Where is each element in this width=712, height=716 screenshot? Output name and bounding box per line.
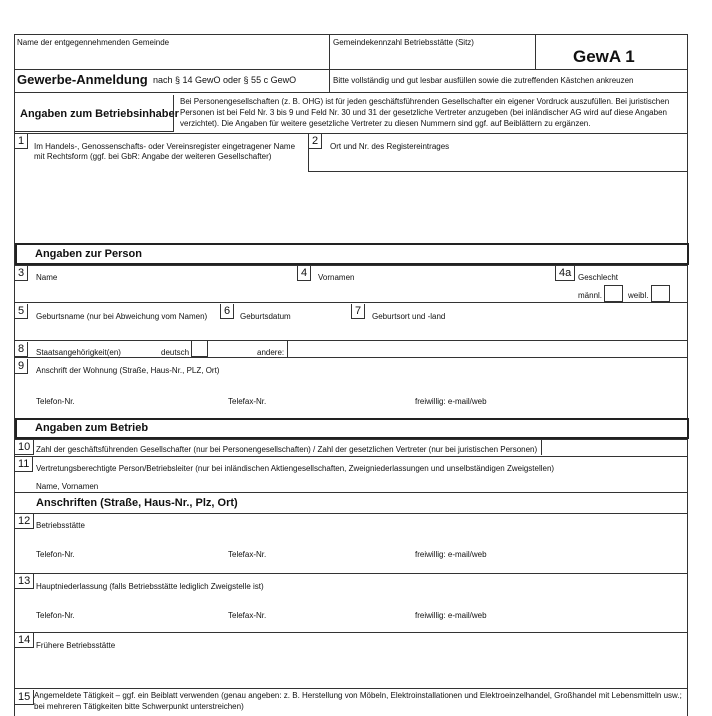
section-anschriften-heading: Anschriften (Straße, Haus-Nr., Plz, Ort) [36, 497, 238, 509]
divider [329, 69, 330, 92]
telefax-label: Telefax-Nr. [228, 611, 267, 620]
field-7-label: Geburtsort und -land [372, 312, 446, 321]
section-person-heading: Angaben zur Person [35, 248, 142, 260]
gender-female-label: weibl. [628, 291, 649, 300]
divider [14, 688, 688, 689]
field-number: 9 [15, 359, 28, 374]
divider [14, 492, 688, 493]
field-9-label: Anschrift der Wohnung (Straße, Haus-Nr., PLZ, Ort) [36, 366, 220, 375]
field-number: 8 [15, 342, 28, 357]
field-number: 13 [15, 574, 34, 589]
geburtsort-input[interactable] [372, 324, 682, 338]
nationality-other-input[interactable] [290, 342, 680, 356]
inhaber-heading: Angaben zum Betriebsinhaber [20, 108, 179, 120]
field-4a-label: Geschlecht [578, 273, 619, 282]
nationality-other-label: andere: [257, 348, 285, 357]
field-10-label: Zahl der geschäftsführenden Gesellschafter (nur bei Personengesellschaften) / Zahl der gesetzlichen Vertreter (nur bei juristischen Personen) [36, 445, 538, 454]
telefon-label: Telefon-Nr. [36, 397, 75, 406]
divider [329, 34, 330, 70]
field-number: 1 [15, 134, 28, 149]
field-5-label: Geburtsname (nur bei Abweichung vom Namen) [36, 312, 208, 321]
form-id: GewA 1 [573, 47, 635, 66]
register-entry-input[interactable] [330, 152, 680, 170]
email-label: freiwillig: e-mail/web [415, 397, 487, 406]
field-number: 4a [555, 266, 575, 281]
divider [14, 340, 688, 341]
divider [14, 92, 688, 93]
field-15-label: Angemeldete Tätigkeit – ggf. ein Beiblatt verwenden (genau angeben: z. B. Herstellung von Möbeln, Elektroinstallationen und Elektroeinzelhandel, Großhandel mit Lebensmitteln usw.; bei mehreren Tätigkeiten bitte Schwerpunkt unterstreichen) [34, 691, 682, 711]
divider [14, 133, 688, 134]
gemeinde-label: Name der entgegennehmenden Gemeinde [17, 38, 170, 47]
field-number: 4 [297, 266, 311, 281]
field-3-label: Name [36, 273, 58, 282]
telefon-label: Telefon-Nr. [36, 611, 75, 620]
registered-name-input[interactable] [15, 165, 305, 240]
field-number: 12 [15, 514, 34, 529]
divider [14, 302, 688, 303]
wohnung-address-input[interactable] [36, 377, 676, 393]
gender-female-checkbox[interactable] [651, 285, 670, 302]
section-betrieb-heading: Angaben zum Betrieb [35, 422, 149, 434]
divider [14, 265, 688, 266]
divider [14, 573, 688, 574]
field-number: 10 [15, 440, 34, 455]
geburtsname-input[interactable] [36, 324, 216, 338]
field-number: 14 [15, 633, 34, 648]
field-10-input[interactable] [541, 440, 572, 455]
nationality-german-checkbox[interactable] [191, 341, 208, 357]
field-11-sublabel: Name, Vornamen [36, 482, 99, 491]
field-number: 11 [15, 457, 33, 472]
inhaber-note: Bei Personengesellschaften (z. B. OHG) ist für jeden geschäftsführenden Gesellschafter ein eigener Vordruck auszufüllen. Bei juristischen Personen ist bei Feld Nr. 3 bis 9 und Feld Nr. 30 und 31 der gesetzliche Vertreter anzugeben (bei inländischer AG wird auf diese Angaben verzichtet). Die Angaben für weitere gesetzliche Vertreter zu diesen Nummern sind ggf. auf Beiblättern zu ergänzen. [180, 97, 670, 128]
email-label: freiwillig: e-mail/web [415, 550, 487, 559]
field-4-label: Vornamen [318, 273, 355, 282]
field-number: 6 [220, 304, 234, 319]
betriebsstaette-input[interactable] [36, 532, 676, 546]
divider [14, 439, 688, 440]
email-label: freiwillig: e-mail/web [415, 611, 487, 620]
nationality-german-label: deutsch [161, 348, 190, 357]
form-title: Gewerbe-Anmeldung [17, 72, 148, 87]
divider [14, 632, 688, 633]
divider [14, 34, 688, 35]
divider [287, 340, 288, 357]
divider [535, 34, 536, 70]
field-number: 7 [351, 304, 365, 319]
instruction-text: Bitte vollständig und gut lesbar ausfüllen sowie die zutreffenden Kästchen ankreuzen [333, 76, 634, 85]
form-title-suffix: nach § 14 GewO oder § 55 c GewO [153, 75, 297, 85]
field-12-label: Betriebsstätte [36, 521, 85, 530]
field-number: 15 [15, 690, 34, 705]
field-8-label: Staatsangehörigkeit(en) [36, 348, 121, 357]
fruehere-betriebsstaette-input[interactable] [36, 652, 676, 682]
field-2-label: Ort und Nr. des Registereintrages [330, 142, 450, 151]
divider [308, 171, 688, 172]
name-input[interactable] [60, 268, 295, 284]
kennzahl-label: Gemeindekennzahl Betriebsstätte (Sitz) [333, 38, 474, 47]
field-13-label: Hauptniederlassung (falls Betriebsstätte lediglich Zweigstelle ist) [36, 582, 264, 591]
field-1-label: Im Handels-, Genossenschafts- oder Vereinsregister eingetragener Name mit Rechtsform (ggf. bei GbR: Angabe der weiteren Gesellschafter) [34, 142, 296, 161]
kennzahl-input[interactable] [333, 48, 533, 66]
field-number: 5 [15, 304, 28, 319]
telefax-label: Telefax-Nr. [228, 397, 267, 406]
field-number: 3 [15, 266, 28, 281]
field-6-label: Geburtsdatum [240, 312, 291, 321]
betriebsleiter-input[interactable] [100, 478, 680, 492]
telefon-label: Telefon-Nr. [36, 550, 75, 559]
divider [14, 69, 688, 70]
geburtsdatum-input[interactable] [240, 324, 345, 338]
divider [14, 456, 688, 457]
divider [14, 513, 688, 514]
divider [14, 357, 688, 358]
telefax-label: Telefax-Nr. [228, 550, 267, 559]
vornamen-input[interactable] [360, 268, 550, 284]
divider [687, 34, 688, 716]
hauptniederlassung-input[interactable] [36, 593, 676, 607]
field-11-label: Vertretungsberechtigte Person/Betriebsleiter (nur bei inländischen Aktiengesellschaften, Zweigniederlassungen und unselbständigen Zweigstellen) [36, 464, 555, 473]
field-number: 2 [309, 134, 322, 149]
gender-male-label: männl. [578, 291, 603, 300]
gender-male-checkbox[interactable] [604, 285, 623, 302]
field-14-label: Frühere Betriebsstätte [36, 641, 116, 650]
gemeinde-input[interactable] [15, 48, 328, 66]
